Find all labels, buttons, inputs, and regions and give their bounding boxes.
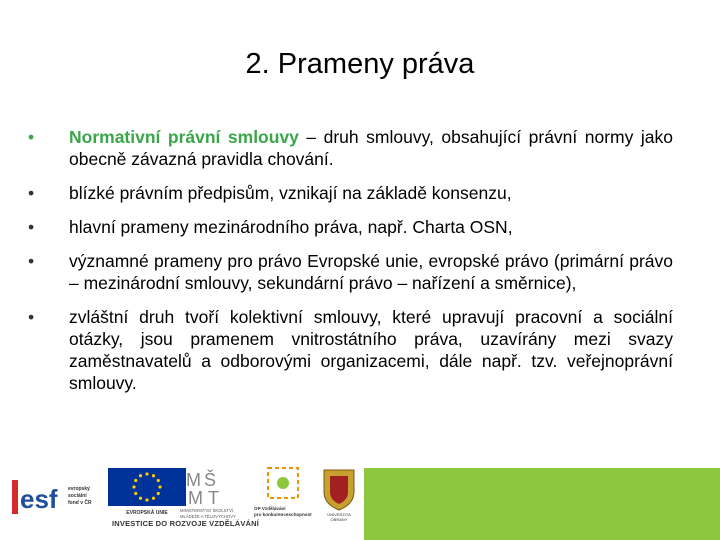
footer-caption: INVESTICE DO ROZVOJE VZDĚLÁVÁNÍ [112,519,260,528]
msmt-logo [178,464,240,520]
svg-text:Š: Š [204,470,217,490]
bullet-text: významné prameny pro právo Evropské unie, evropské právo (primární právo – mezinárodní smlouvy, sekundární právo – nařízení a směrnice), [69,251,673,293]
eu-flag-logo [106,466,188,516]
bullet-item [28,216,673,238]
bullet-highlight: Normativní právní smlouvy [69,127,299,147]
op-vzdelavani-logo [250,466,318,522]
bullet-glyph: • [28,217,35,237]
eu-star [145,498,148,501]
bullet-glyph: • [28,183,35,203]
bullet-item [28,250,673,294]
bullet-list [28,126,673,406]
uni-line: OBRANY [330,517,348,522]
eu-star [134,479,137,482]
svg-text:M: M [186,470,201,490]
bullet-text: – druh smlouvy, obsahující právní normy jako obecně závazná pravidla chování. [69,127,673,169]
bullet-text: hlavní prameny mezinárodního práva, např. Charta OSN, [69,217,513,237]
eu-star [145,472,148,475]
eu-star [157,479,160,482]
op-line: pro konkurenceschopnost [254,512,312,517]
eu-star [139,474,142,477]
bullet-text: zvláštní druh tvoří kolektivní smlouvy, které upravují pracovní a sociální otázky, jsou pramenem vnitrostátního práva, uzavírány mezi svazy zaměstnavatelů a odborovými organizacemi, dále např. tzv. veřejnoprávní smlouvy. [69,307,673,393]
footer-green-bar [364,468,720,540]
svg-text:T: T [208,488,219,508]
bullet-item [28,126,673,170]
eu-star [157,492,160,495]
esf-logo-line: sociální [68,493,87,499]
esf-logo-line: evropský [68,486,90,492]
bullet-glyph: • [28,127,35,147]
uni-line: UNIVERZITA [327,512,351,517]
university-crest-logo [316,466,362,522]
bullet-glyph: • [28,251,35,271]
bullet-item [28,306,673,394]
eu-star [152,474,155,477]
esf-logo [10,470,104,520]
op-line: OP Vzdělávání [254,506,286,511]
eu-star [158,485,161,488]
bullet-text: blízké právním předpisům, vznikají na základě konsenzu, [69,183,512,203]
bullet-item [28,182,673,204]
eu-star [132,485,135,488]
esf-logo-mark: esf [20,484,58,514]
eu-star [139,497,142,500]
eu-caption: EVROPSKÁ UNIE [126,510,168,516]
msmt-line: MLÁDEŽE A TĚLOVÝCHOVY [180,514,236,519]
bullet-glyph: • [28,307,35,327]
eu-star [134,492,137,495]
esf-logo-line: fond v ČR [68,500,92,506]
eu-star [152,497,155,500]
msmt-line: MINISTERSTVO ŠKOLSTVÍ, [180,508,235,513]
svg-text:M: M [188,488,203,508]
slide-title: 2. Prameny práva [245,48,475,80]
